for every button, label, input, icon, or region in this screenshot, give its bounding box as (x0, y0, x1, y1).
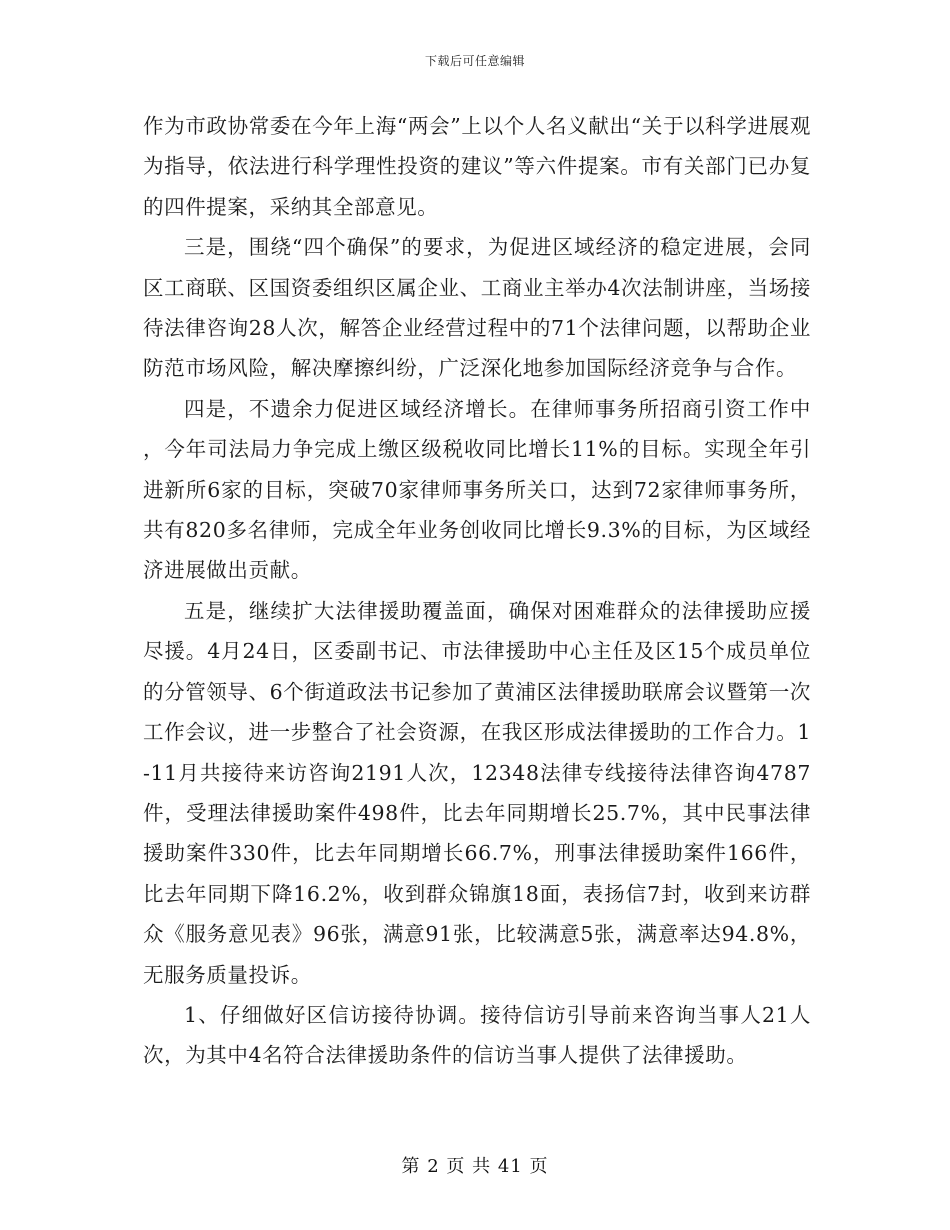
page-header-note: 下载后可任意编辑 (424, 54, 525, 68)
paragraph-item-four: 四是，不遗余力促进区域经济增长。在律师事务所招商引资工作中，今年司法局力争完成上缴区级税收同比增长11%的目标。实现全年引进新所6家的目标，突破70家律师事务所关口，达到72家律师事务所，共有820多名律师，完成全年业务创收同比增长9.3%的目标，为区域经济进展做出贡献。 (143, 396, 811, 583)
document-body (143, 106, 811, 1076)
paragraph-continuation: 作为市政协常委在今年上海“两会”上以个人名义献出“关于以科学进展观为指导，依法进行科学理性投资的建议”等六件提案。市有关部门已办复的四件提案，采纳其全部意见。 (143, 114, 811, 219)
paragraph-item-three: 三是，围绕“四个确保”的要求，为促进区域经济的稳定进展，会同区工商联、区国资委组织区属企业、工商业主举办4次法制讲座，当场接待法律咨询28人次，解答企业经营过程中的71个法律问题，以帮助企业防范市场风险，解决摩擦纠纷，广泛深化地参加国际经济竞争与合作。 (143, 235, 811, 381)
page-number-footer: 第 2 页 共 41 页 (401, 1156, 549, 1177)
paragraph-item-five: 五是，继续扩大法律援助覆盖面，确保对困难群众的法律援助应援尽援。4月24日，区委副书记、市法律援助中心主任及区15个成员单位的分管领导、6个街道政法书记参加了黄浦区法律援助联席会议暨第一次工作会议，进一步整合了社会资源，在我区形成法律援助的工作合力。1-11月共接待来访咨询2191人次，12348法律专线接待法律咨询4787件，受理法律援助案件498件，比去年同期增长25.7%，其中民事法律援助案件330件，比去年同期增长66.7%，刑事法律援助案件166件，比去年同期下降16.2%，收到群众锦旗18面，表扬信7封，收到来访群众《服务意见表》96张，满意91张，比较满意5张，满意率达94.8%，无服务质量投诉。 (143, 598, 811, 987)
paragraph-item-petition: 1、仔细做好区信访接待协调。接待信访引导前来咨询当事人21人次，为其中4名符合法律援助条件的信访当事人提供了法律援助。 (143, 1002, 811, 1068)
